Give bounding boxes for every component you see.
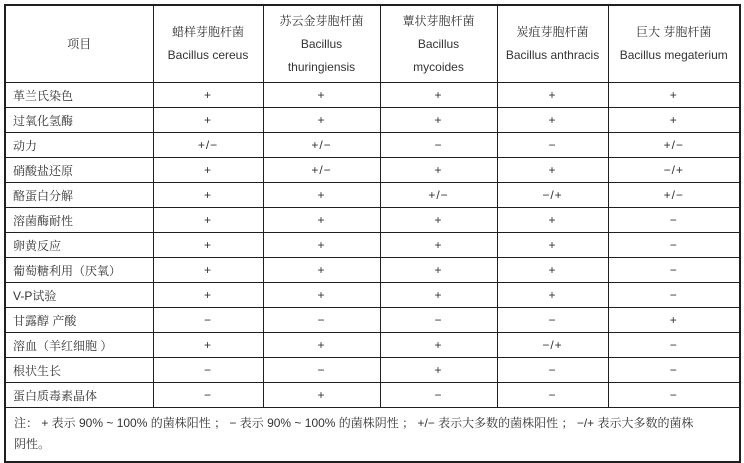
cell-value: + xyxy=(380,158,497,183)
cell-value: − xyxy=(263,358,380,383)
row-label: 葡萄糖利用（厌氧） xyxy=(5,258,153,283)
cell-value: + xyxy=(153,158,263,183)
cell-value: − xyxy=(263,308,380,333)
cell-value: − xyxy=(608,208,740,233)
cell-value: − xyxy=(497,308,608,333)
cell-value: + xyxy=(153,258,263,283)
cell-value: + xyxy=(497,83,608,108)
cell-value: + xyxy=(380,358,497,383)
header-row xyxy=(5,5,740,83)
table-row-casein-hydrolysis xyxy=(5,183,740,208)
cell-value: − xyxy=(497,383,608,408)
cell-value: + xyxy=(263,283,380,308)
cell-value: + xyxy=(153,108,263,133)
cell-value: +/− xyxy=(263,133,380,158)
cell-value: + xyxy=(263,258,380,283)
cell-value: + xyxy=(263,233,380,258)
cell-value: + xyxy=(380,233,497,258)
table-row-rhizoid-growth xyxy=(5,358,740,383)
cell-value: + xyxy=(380,108,497,133)
row-label: 硝酸盐还原 xyxy=(5,158,153,183)
table-row-toxin-crystal xyxy=(5,383,740,408)
organism-name-latin: Bacillus megaterium xyxy=(619,48,728,62)
table-row-nitrate-reduction xyxy=(5,158,740,183)
table-row-glucose-anaerobic xyxy=(5,258,740,283)
cell-value: + xyxy=(263,83,380,108)
cell-value: +/− xyxy=(608,133,740,158)
table-row-motility xyxy=(5,133,740,158)
table-row-lysozyme-resistance xyxy=(5,208,740,233)
cell-value: − xyxy=(380,308,497,333)
cell-value: − xyxy=(380,383,497,408)
cell-value: + xyxy=(263,183,380,208)
cell-value: + xyxy=(608,308,740,333)
footnote-cell xyxy=(5,408,740,463)
footnote-line-2: 阴性。 xyxy=(14,437,51,451)
cell-value: − xyxy=(153,358,263,383)
table-row-catalase xyxy=(5,108,740,133)
cell-value: + xyxy=(497,258,608,283)
cell-value: + xyxy=(497,208,608,233)
cell-value: + xyxy=(153,83,263,108)
organism-name-latin: Bacillus cereus xyxy=(167,48,249,62)
organism-name-latin: Bacillus anthracis xyxy=(505,48,600,62)
cell-value: + xyxy=(608,83,740,108)
cell-value: + xyxy=(497,283,608,308)
cell-value: + xyxy=(263,108,380,133)
organism-name-latin: Bacillus thuringiensis xyxy=(287,36,356,74)
cell-value: − xyxy=(380,133,497,158)
cell-value: + xyxy=(380,333,497,358)
cell-value: −/+ xyxy=(497,183,608,208)
cell-value: + xyxy=(153,183,263,208)
footnote-line-1: 注： + 表示 90% ~ 100% 的菌株阳性 ； − 表示 90% ~ 100% 的菌株阴性 ； +/− 表示大多数的菌株阳性 ； −/+ 表示大多数的菌株 xyxy=(14,416,694,430)
header-col-megaterium xyxy=(608,5,740,83)
cell-value: −/+ xyxy=(608,158,740,183)
cell-value: + xyxy=(380,283,497,308)
table-row-hemolysis xyxy=(5,333,740,358)
cell-value: +/− xyxy=(608,183,740,208)
cell-value: − xyxy=(608,233,740,258)
row-label: 动力 xyxy=(5,133,153,158)
cell-value: − xyxy=(608,258,740,283)
cell-value: + xyxy=(153,283,263,308)
table-row-mannitol-acid xyxy=(5,308,740,333)
cell-value: − xyxy=(608,358,740,383)
cell-value: − xyxy=(497,133,608,158)
row-label: 酪蛋白分解 xyxy=(5,183,153,208)
cell-value: +/− xyxy=(380,183,497,208)
cell-value: + xyxy=(497,233,608,258)
row-label: 革兰氏染色 xyxy=(5,83,153,108)
cell-value: − xyxy=(497,358,608,383)
row-label: 溶血（羊红细胞 ） xyxy=(5,333,153,358)
header-item: 项目 xyxy=(5,5,153,83)
cell-value: − xyxy=(153,383,263,408)
header-col-cereus xyxy=(153,5,263,83)
header-col-thuringiensis xyxy=(263,5,380,83)
cell-value: + xyxy=(608,108,740,133)
cell-value: + xyxy=(380,83,497,108)
cell-value: + xyxy=(263,333,380,358)
row-label: 甘露醇 产酸 xyxy=(5,308,153,333)
cell-value: + xyxy=(263,208,380,233)
organism-name-cn: 炭疽芽胞杆菌 xyxy=(516,25,589,39)
organism-name-cn: 蕈状芽胞杆菌 xyxy=(402,13,475,28)
row-label: 过氧化氢酶 xyxy=(5,108,153,133)
cell-value: −/+ xyxy=(497,333,608,358)
cell-value: + xyxy=(153,233,263,258)
header-col-mycoides xyxy=(380,5,497,83)
cell-value: + xyxy=(497,108,608,133)
footnote-row xyxy=(5,408,740,463)
row-label: 卵黄反应 xyxy=(5,233,153,258)
cell-value: − xyxy=(608,383,740,408)
table-row-vp-test xyxy=(5,283,740,308)
cell-value: + xyxy=(153,208,263,233)
organism-name-cn: 苏云金芽胞杆菌 xyxy=(279,13,364,28)
table-row-gram-stain xyxy=(5,83,740,108)
cell-value: + xyxy=(153,333,263,358)
organism-name-cn: 蜡样芽胞杆菌 xyxy=(171,25,244,39)
cell-value: − xyxy=(153,308,263,333)
cell-value: +/− xyxy=(263,158,380,183)
cell-value: +/− xyxy=(153,133,263,158)
row-label: 溶菌酶耐性 xyxy=(5,208,153,233)
bacillus-differentiation-table xyxy=(4,4,741,463)
row-label: 根状生长 xyxy=(5,358,153,383)
organism-name-cn: 巨大 芽胞杆菌 xyxy=(636,25,712,39)
cell-value: + xyxy=(497,158,608,183)
header-col-anthracis xyxy=(497,5,608,83)
table-row-egg-yolk-reaction xyxy=(5,233,740,258)
cell-value: − xyxy=(608,283,740,308)
row-label: 蛋白质毒素晶体 xyxy=(5,383,153,408)
cell-value: − xyxy=(608,333,740,358)
cell-value: + xyxy=(263,383,380,408)
organism-name-latin: Bacillus mycoides xyxy=(413,36,464,74)
cell-value: + xyxy=(380,208,497,233)
row-label: V-P试验 xyxy=(5,283,153,308)
cell-value: + xyxy=(380,258,497,283)
